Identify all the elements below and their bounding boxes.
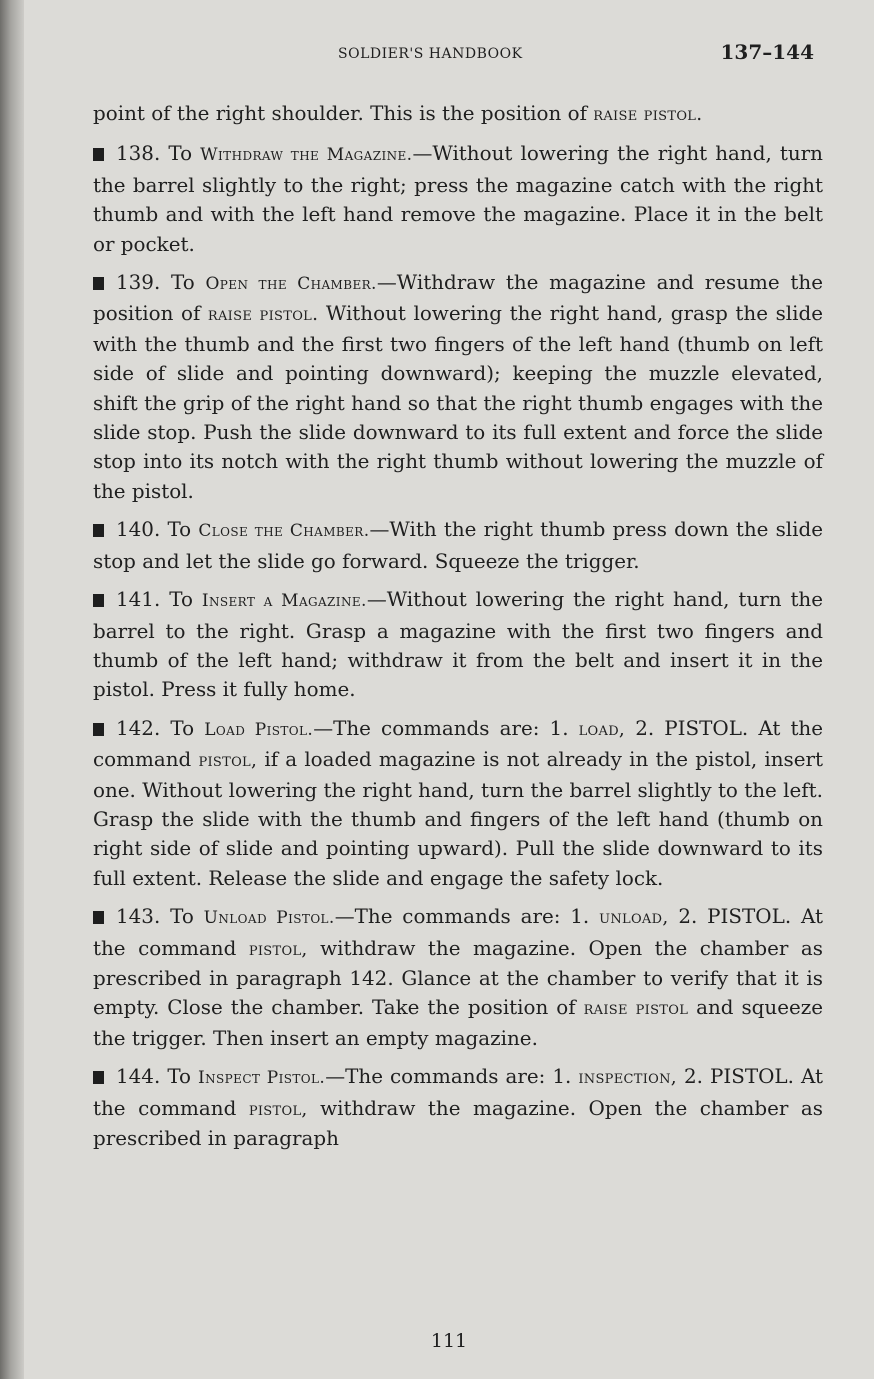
paragraph-text: —Without lowering the right hand, turn the barrel to the right. Grasp a magazine with the first two fingers and thumb of the left hand; withdraw it from the belt and insert it in the pistol. Press it fully home. bbox=[93, 588, 824, 702]
paragraph-number: 139. bbox=[116, 271, 161, 295]
paragraph-number: 142. bbox=[116, 716, 161, 740]
paragraph-144 bbox=[93, 1062, 823, 1153]
paragraph-title: Load Pistol. bbox=[204, 719, 314, 740]
section-bullet-icon bbox=[93, 911, 104, 924]
paragraph-number: 143. bbox=[116, 905, 161, 929]
paragraph-text: withdraw the magazine. Open the chamber as prescribed in paragraph bbox=[93, 1096, 823, 1150]
paragraph-text: —Without lowering the right hand, turn the barrel slightly to the right; press the magazine catch with the right thumb and with the left hand remove the magazine. Place it in the belt or pocket. bbox=[93, 142, 823, 256]
command-smallcaps: raise pistol. bbox=[593, 104, 703, 125]
section-bullet-icon bbox=[93, 1071, 104, 1084]
paragraph-number: 141. bbox=[116, 588, 161, 612]
command-smallcaps: pistol, bbox=[248, 1098, 308, 1120]
paragraph-title: Inspect Pistol. bbox=[198, 1068, 326, 1089]
paragraph-text: —Withdraw the magazine and resume the position of bbox=[93, 271, 823, 326]
paragraph-142 bbox=[93, 714, 823, 893]
paragraph-text: —With the right thumb press down the slide stop and let the slide go forward. Squeeze the trigger. bbox=[93, 518, 824, 573]
page-header bbox=[94, 40, 814, 72]
paragraph-141 bbox=[93, 585, 823, 705]
page-number: 111 bbox=[430, 1330, 468, 1352]
command-smallcaps: pistol, bbox=[198, 750, 258, 772]
paragraph-text: 2. PISTOL. At the command bbox=[93, 905, 823, 960]
title-prefix: To bbox=[160, 905, 204, 929]
paragraph-text: if a loaded magazine is not already in the pistol, insert one. Without lowering the right hand, turn the barrel slightly to the left. Grasp the slide with the thumb and fingers of the left hand (thumb on right side of slide and pointing upward). Pull the slide downward to its full extent. Release the slide and engage the safety lock. bbox=[93, 748, 824, 890]
book-spine-shadow bbox=[0, 0, 24, 1379]
page-body bbox=[93, 99, 823, 1162]
paragraph-title: Insert a Magazine. bbox=[201, 591, 367, 612]
command-smallcaps: pistol, bbox=[248, 938, 308, 960]
title-prefix: To bbox=[160, 588, 202, 612]
paragraph-title: Withdraw the Magazine. bbox=[200, 145, 413, 166]
command-smallcaps: inspection, bbox=[578, 1067, 677, 1089]
paragraph-number: 144. bbox=[116, 1065, 161, 1089]
paragraph-range: 137–144 bbox=[720, 40, 814, 64]
paragraph-139 bbox=[93, 268, 823, 506]
paragraph-text: and squeeze the trigger. Then insert an empty magazine. bbox=[93, 996, 824, 1050]
command-smallcaps: unload, bbox=[599, 907, 669, 929]
title-prefix: To bbox=[160, 1065, 199, 1089]
paragraph-text: 2. PISTOL. At the command bbox=[93, 716, 824, 772]
paragraph-number: 138. bbox=[116, 142, 161, 166]
paragraph-text: point of the right shoulder. This is the position of bbox=[93, 102, 594, 125]
section-bullet-icon bbox=[93, 524, 104, 537]
command-smallcaps: raise pistol bbox=[583, 998, 689, 1020]
paragraph-text: Without lowering the right hand, grasp the slide with the thumb and the first two fingers of the left hand (thumb on left side of slide and pointing downward); keeping the muzzle elevated, shift the grip of the right hand so that the right thumb engages with the slide stop. Push the slide downward to its full extent and force the slide stop into its notch with the right thumb without lowering the muzzle of the pistol. bbox=[93, 302, 824, 503]
paragraph-text: —The commands are: 1. bbox=[313, 716, 579, 740]
command-smallcaps: raise pistol. bbox=[207, 304, 319, 326]
paragraph-number: 140. bbox=[116, 518, 161, 542]
paragraph-text: —The commands are: 1. bbox=[334, 905, 600, 929]
command-smallcaps: load, bbox=[578, 718, 626, 740]
section-bullet-icon bbox=[93, 594, 104, 607]
title-prefix: To bbox=[160, 271, 206, 295]
paragraph-text: withdraw the magazine. Open the chamber as prescribed in paragraph 142. Glance at the chamber to verify that it is empty. Close the chamber. Take the position of bbox=[93, 936, 823, 1020]
paragraph-text: 2. PISTOL. At the command bbox=[93, 1065, 823, 1120]
section-bullet-icon bbox=[93, 723, 104, 736]
paragraph-title: Open the Chamber. bbox=[205, 274, 377, 295]
title-prefix: To bbox=[160, 518, 199, 542]
paragraph-text: —The commands are: 1. bbox=[325, 1065, 579, 1089]
section-bullet-icon bbox=[93, 277, 104, 290]
title-prefix: To bbox=[160, 142, 201, 166]
paragraph-continuation bbox=[93, 99, 823, 129]
paragraph-143 bbox=[93, 902, 823, 1053]
paragraph-138 bbox=[93, 139, 823, 259]
section-bullet-icon bbox=[93, 148, 104, 161]
title-prefix: To bbox=[160, 716, 205, 740]
paragraph-title: Close the Chamber. bbox=[198, 521, 370, 542]
book-page bbox=[24, 0, 874, 1379]
running-head: SOLDIER'S HANDBOOK bbox=[338, 46, 523, 62]
paragraph-title: Unload Pistol. bbox=[203, 908, 335, 929]
paragraph-140 bbox=[93, 515, 823, 576]
